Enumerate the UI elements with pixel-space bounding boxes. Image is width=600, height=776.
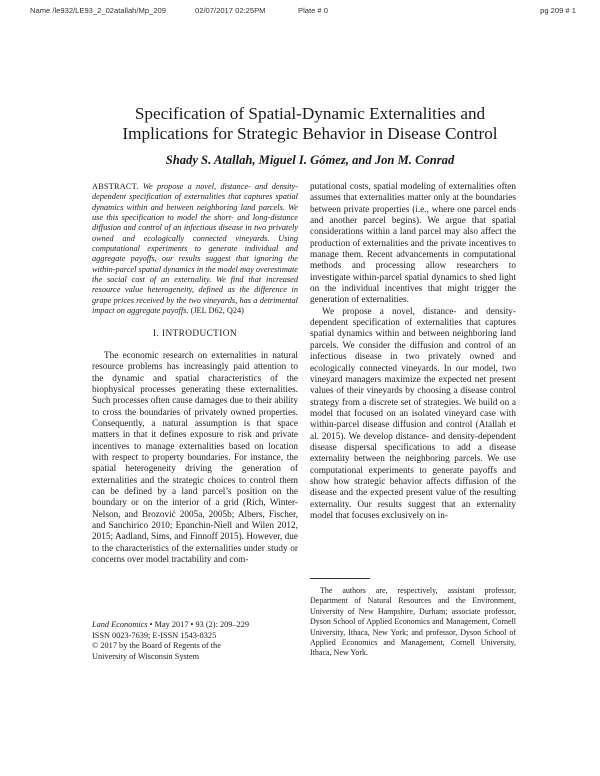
header-timestamp: 02/07/2017 02:25PM <box>195 6 266 15</box>
left-column <box>92 182 298 566</box>
author-affiliation-footnote: The authors are, respectively, assistant professor, Department of Natural Resources and the Environment, University of New Hampshire, Durham; associate professor, Dyson School of Applied Economics and Management, Cornell University, Ithaca, New York; and professor, Dyson School of Applied Economics and Management, Cornell University, Ithaca, New York. <box>310 586 516 658</box>
article-title-line-1: Specification of Spatial-Dynamic Externalities and <box>134 104 486 123</box>
journal-name: Land Economics <box>92 620 148 629</box>
body-paragraph-right-1: putational costs, spatial modeling of externalities often assumes that externalities matter only at the boundaries between private properties (i.e., where one parcel ends and another parcel begins). We argue that spatial considerations within a land parcel may also affect the production of externalities and the private incentives to manage them. Recent advancements in computational methods and processing allow researchers to investigate within-parcel spatial dynamics to shed light on the individual incentives that might trigger the generation of externalities. <box>310 182 516 306</box>
article-title-block <box>50 104 570 168</box>
body-paragraph-right-2: We propose a novel, distance- and density-dependent specification of externalities that captures spatial dynamics within and between neighboring land parcels. We consider the diffusion and control of an infectious disease in two privately owned and ecologically connected vineyards. In our model, two vineyard managers maximize the expected net present values of their vineyards by choosing a disease control strategy from a discrete set of strategies. We build on a model that focused on an isolated vineyard case with within-parcel disease diffusion and control (Atallah et al. 2015). We develop distance- and density-dependent disease dispersal specifications to add a disease externality between the neighboring parcels. We use computational experiments to generate payoffs and show how strategic behavior affects diffusion of the disease and the expected present value of the resulting externality. Our results suggest that an externality model that focuses exclusively on in- <box>310 306 516 521</box>
abstract-text: We propose a novel, distance- and density-dependent specification of externalities that captures spatial dynamics within and between neighboring land parcels. We use this specification to model the short- and long-distance diffusion and control of an infectious disease in two privately owned and ecologically connected vineyards. Using computational experiments to generate individual and aggregate payoffs, our results suggest that ignoring the within-parcel spatial dynamics in the model may overestimate the social cost of an externality. We find that increased resource value heterogeneity, defined as the difference in grape prices received by the two vineyards, has a detrimental impact on aggregate payoffs. <box>92 182 299 316</box>
header-plate: Plate # 0 <box>298 6 328 15</box>
copyright-line-1: © 2017 by the Board of Regents of the <box>92 641 221 650</box>
page-header <box>30 6 576 18</box>
header-file-path: Name /le932/LE93_2_02atallah/Mp_209 <box>30 6 166 15</box>
copyright-line-2: University of Wisconsin System <box>92 651 200 661</box>
section-heading-introduction: I. INTRODUCTION <box>153 329 237 340</box>
article-title-line-2: Implications for Strategic Behavior in Disease Control <box>122 124 498 143</box>
abstract <box>92 182 298 316</box>
footnote-divider <box>310 578 370 579</box>
abstract-label: ABSTRACT. <box>92 182 139 191</box>
journal-info <box>92 620 298 662</box>
abstract-jel-codes: (JEL D62, Q24) <box>190 306 244 316</box>
article-authors: Shady S. Atallah, Miguel I. Gómez, and Jon M. Conrad <box>165 153 455 167</box>
journal-issn: ISSN 0023-7639; E-ISSN 1543-8325 <box>92 630 217 640</box>
right-column <box>310 182 516 522</box>
header-page-ref: pg 209 # 1 <box>540 6 576 15</box>
journal-issue: • May 2017 • 93 (2): 209–229 <box>147 620 249 629</box>
body-paragraph-left: The economic research on externalities in natural resource problems has increasingly paid attention to the dynamic and spatial characteristics of the biophysical processes generating these externalities. Such processes often cause damages due to their ability to cross the boundaries of privately owned properties. Consequently, a natural assumption is that space matters in that it defines exposure to risk and private incentives to manage externalities based on location with respect to property boundaries. For instance, the spatial heterogeneity driving the generation of externalities and the strategic choices to control them can be defined by a land parcel’s position on the boundary or on the interior of a grid (Rich, Winter-Nelson, and Brozović 2005a, 2005b; Albers, Fischer, and Sanchirico 2010; Epanchin-Niell and Wilen 2012, 2015; Aadland, Sims, and Finnoff 2015). However, due to the characteristics of the externalities under study or concerns over model tractability and com- <box>92 350 298 565</box>
